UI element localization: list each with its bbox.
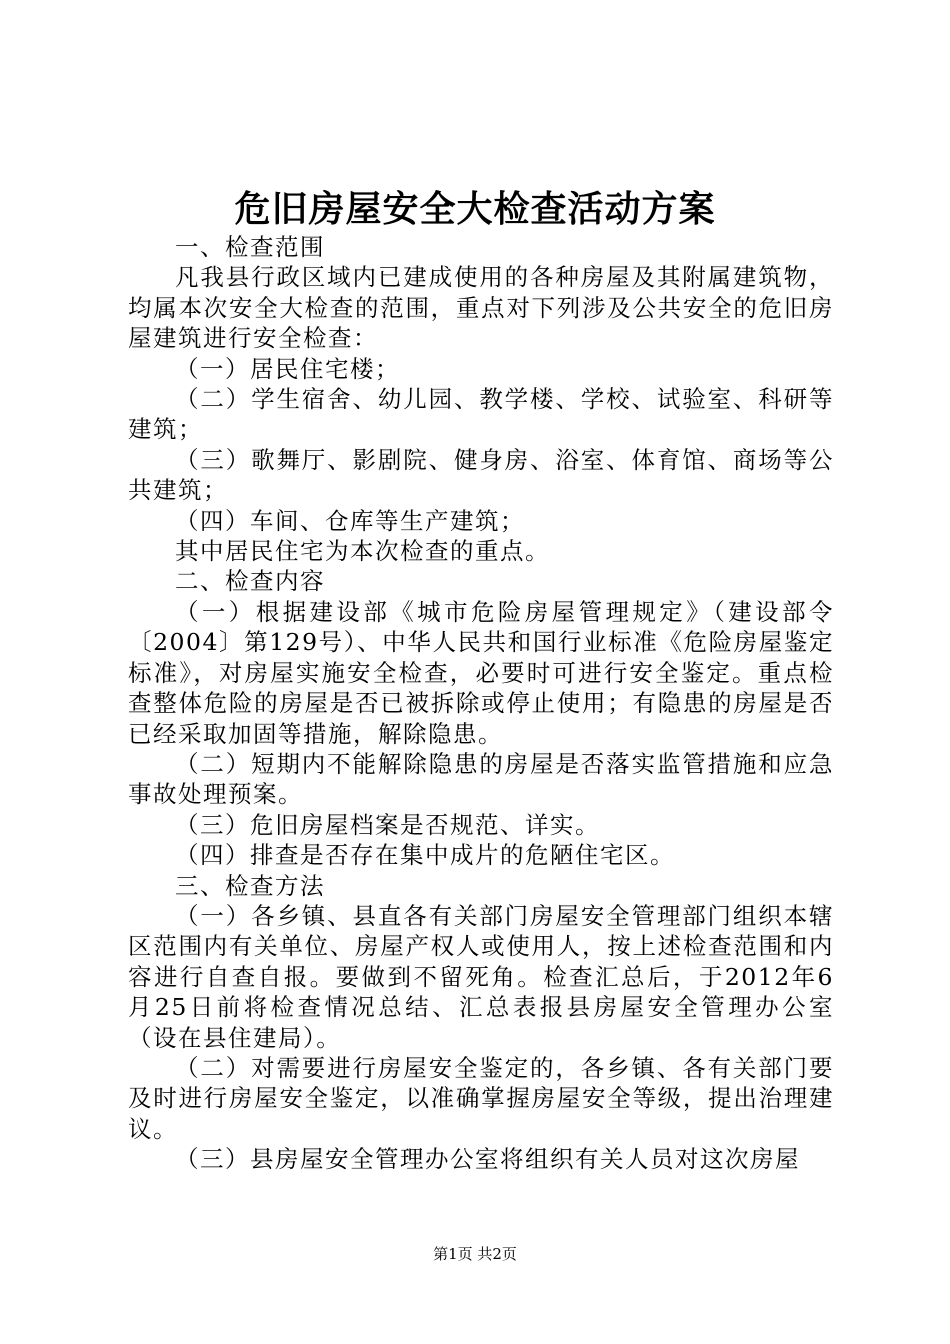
section-heading-method: 三、检查方法 bbox=[175, 871, 325, 900]
list-item-scope-4: （四）车间、仓库等生产建筑； bbox=[175, 506, 525, 535]
list-item-content-3: （三）危旧房屋档案是否规范、详实。 bbox=[175, 810, 600, 839]
section-heading-content: 二、检查内容 bbox=[175, 567, 325, 596]
page-footer: 第1页 共2页 bbox=[433, 1245, 517, 1263]
list-item-content-2: （二）短期内不能解除隐患的房屋是否落实监管措施和应急事故处理预案。 bbox=[128, 749, 834, 809]
list-item-scope-3: （三）歌舞厅、影剧院、健身房、浴室、体育馆、商场等公共建筑； bbox=[128, 445, 834, 505]
list-item-method-1: （一）各乡镇、县直各有关部门房屋安全管理部门组织本辖区范围内有关单位、房屋产权人或使用人，按上述检查范围和内容进行自查自报。要做到不留死角。检查汇总后，于2012年6月25日前将检查情况总结、汇总表报县房屋安全管理办公室（设在县住建局）。 bbox=[128, 901, 834, 1052]
document-title: 危旧房屋安全大检查活动方案 bbox=[234, 188, 716, 230]
list-item-scope-1: （一）居民住宅楼； bbox=[175, 354, 400, 383]
section-heading-scope: 一、检查范围 bbox=[175, 233, 325, 261]
list-item-content-1: （一）根据建设部《城市危险房屋管理规定》（建设部令〔2004〕第129号）、中华人民共和国行业标准《危险房屋鉴定标准》，对房屋实施安全检查，必要时可进行安全鉴定。重点检查整体危险的房屋是否已被拆除或停止使用；有隐患的房屋是否已经采取加固等措施，解除隐患。 bbox=[128, 597, 834, 748]
paragraph-scope-focus: 其中居民住宅为本次检查的重点。 bbox=[175, 537, 550, 566]
list-item-method-2: （二）对需要进行房屋安全鉴定的，各乡镇、各有关部门要及时进行房屋安全鉴定，以准确掌握房屋安全等级，提出治理建议。 bbox=[128, 1053, 834, 1143]
document-body bbox=[128, 232, 834, 1175]
paragraph-scope-intro: 凡我县行政区域内已建成使用的各种房屋及其附属建筑物，均属本次安全大检查的范围，重点对下列涉及公共安全的危旧房屋建筑进行安全检查： bbox=[128, 263, 834, 353]
list-item-method-3: （三）县房屋安全管理办公室将组织有关人员对这次房屋 bbox=[175, 1145, 800, 1174]
list-item-scope-2: （二）学生宿舍、幼儿园、教学楼、学校、试验室、科研等建筑； bbox=[128, 385, 834, 444]
list-item-content-4: （四）排查是否存在集中成片的危陋住宅区。 bbox=[175, 841, 675, 870]
